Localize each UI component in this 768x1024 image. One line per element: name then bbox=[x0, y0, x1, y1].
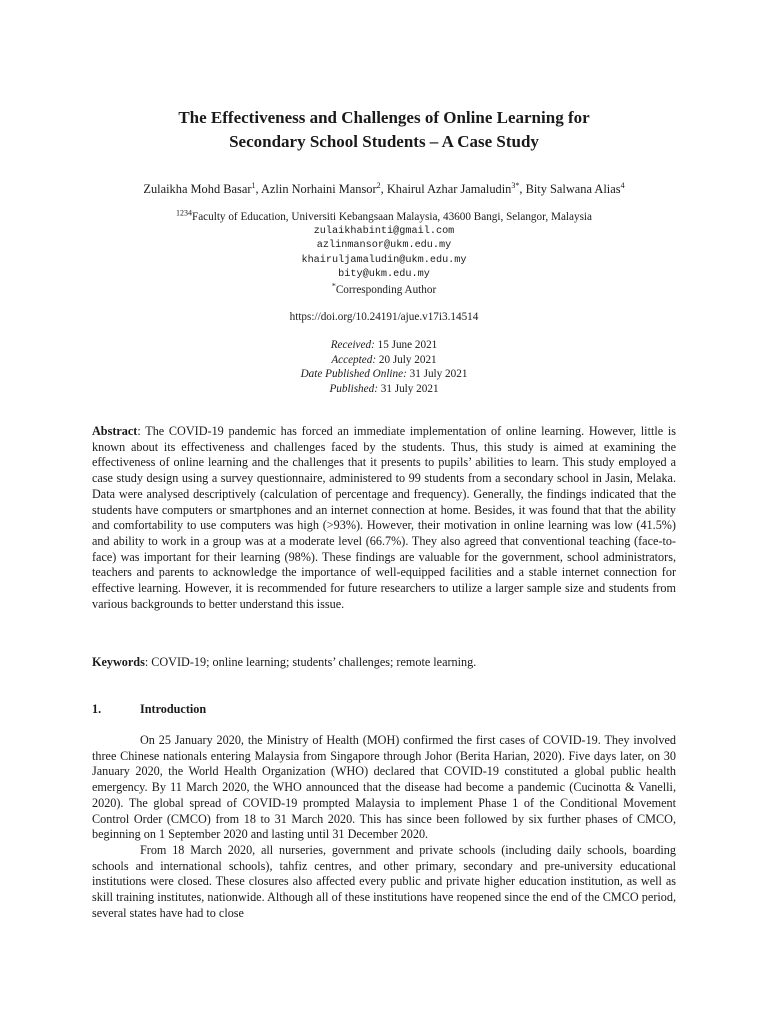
author-affil-mark: 1 bbox=[251, 180, 256, 190]
corresponding-text: Corresponding Author bbox=[335, 283, 437, 296]
author-separator: , bbox=[380, 182, 387, 196]
date-published-value: 31 July 2021 bbox=[380, 382, 439, 395]
email-4[interactable]: bity@ukm.edu.my bbox=[338, 269, 430, 281]
corresponding-author-note bbox=[60, 283, 708, 298]
email-3[interactable]: khairuljamaludin@ukm.edu.my bbox=[301, 254, 467, 266]
keywords-text: : COVID-19; online learning; students’ challenges; remote learning. bbox=[144, 655, 477, 669]
author-separator: , bbox=[519, 182, 526, 196]
author-separator: , bbox=[255, 182, 261, 196]
date-received bbox=[60, 338, 708, 353]
date-accepted-label: Accepted: bbox=[331, 353, 377, 366]
email-1[interactable]: zulaikhabinti@gmail.com bbox=[313, 225, 455, 237]
section-title: Introduction bbox=[140, 702, 207, 716]
date-published-label: Published: bbox=[329, 382, 378, 395]
publication-dates bbox=[60, 338, 708, 396]
abstract-text: : The COVID-19 pandemic has forced an immediate implementation of online learning. However, little is known about its effectiveness and challenges faced by the students. Thus, this study is aimed at examining the effectiveness of online learning and the challenges that it presents to pupils’ abilities to learn. This study employed a case study design using a survey questionnaire, administered to 99 students from a secondary school in Jasin, Melaka. Data were analysed descriptively (calculation of percentage and frequency). Generally, the findings indicated that the students have computers or smartphones and an internet connection at home. Besides, it was found that that the ability and comfortability to use computers was high (>93%). However, their motivation in online learning was low (41.5%) and ability to work in a group was at a moderate level (66.7%). They also agreed that conventional teaching (face-to-face) was important for their learning (98%). These findings are valuable for the government, school administrators, teachers and parents to acknowledge the importance of well-equipped facilities and a stable internet connection for effective learning. However, it is recommended for future researchers to utilize a larger sample size and students from various backgrounds to better understand this issue. bbox=[92, 424, 676, 611]
affiliation-text: Faculty of Education, Universiti Kebangsaan Malaysia, 43600 Bangi, Selangor, Malaysia bbox=[191, 211, 593, 223]
author-name: Zulaikha Mohd Basar bbox=[143, 182, 252, 196]
date-accepted-value: 20 July 2021 bbox=[378, 353, 437, 366]
date-online-label: Date Published Online: bbox=[300, 368, 407, 381]
affiliation-block bbox=[60, 210, 708, 298]
email-2[interactable]: azlinmansor@ukm.edu.my bbox=[316, 240, 452, 252]
corresponding-mark: * bbox=[331, 281, 336, 291]
date-online bbox=[60, 367, 708, 382]
author-affil-mark: 4 bbox=[620, 180, 625, 190]
date-received-label: Received: bbox=[330, 339, 375, 351]
affiliation bbox=[60, 210, 708, 225]
date-accepted bbox=[60, 353, 708, 368]
keywords bbox=[92, 655, 676, 671]
doi-link[interactable]: https://doi.org/10.24191/ajue.v17i3.14514 bbox=[289, 311, 479, 323]
body-paragraph: From 18 March 2020, all nurseries, government and private schools (including daily schools, boarding schools and international schools), tahfiz centres, and other primary, secondary and pre-university educational institutions were closed. These closures also affected every public and private higher education institution, as well as skill training institutes, nationwide. Although all of these institutions have reopened since the end of the CMCO period, several states have had to close bbox=[92, 842, 676, 920]
keywords-label: Keywords bbox=[92, 655, 145, 669]
title-line-2: Secondary School Students – A Case Study bbox=[229, 132, 539, 151]
date-published bbox=[60, 382, 708, 397]
author-name: Bity Salwana Alias bbox=[525, 182, 621, 196]
section-heading bbox=[92, 701, 676, 717]
body-paragraph: On 25 January 2020, the Ministry of Health (MOH) confirmed the first cases of COVID-19. They involved three Chinese nationals entering Malaysia from Singapore through Johor (Berita Harian, 2020). Five days later, on 30 January 2020, the World Health Organization (WHO) declared that COVID-19 constituted a global public health emergency. By 11 March 2020, the WHO announced that the disease had become a pandemic (Cucinotta & Vanelli, 2020). The global spread of COVID-19 prompted Malaysia to implement Phase 1 of the Conditional Movement Control Order (CMCO) from 18 to 31 March 2020. This has since been followed by six further phases of CMCO, beginning on 1 September 2020 and lasting until 31 December 2020. bbox=[92, 733, 676, 842]
author-name: Khairul Azhar Jamaludin bbox=[386, 182, 512, 196]
author-name: Azlin Norhaini Mansor bbox=[260, 182, 377, 196]
abstract-label: Abstract bbox=[92, 424, 138, 438]
affiliation-mark: 1234 bbox=[175, 208, 192, 218]
date-online-value: 31 July 2021 bbox=[409, 368, 468, 381]
author-affil-mark: 2 bbox=[376, 180, 381, 190]
body-text bbox=[92, 733, 676, 921]
author-list bbox=[60, 181, 708, 197]
date-received-value: 15 June 2021 bbox=[377, 339, 438, 351]
section-number: 1. bbox=[92, 702, 102, 716]
title-line-1: The Effectiveness and Challenges of Online Learning for bbox=[178, 108, 590, 127]
abstract bbox=[92, 424, 676, 612]
author-affil-mark: 3* bbox=[511, 180, 520, 190]
paper-title bbox=[80, 106, 688, 154]
